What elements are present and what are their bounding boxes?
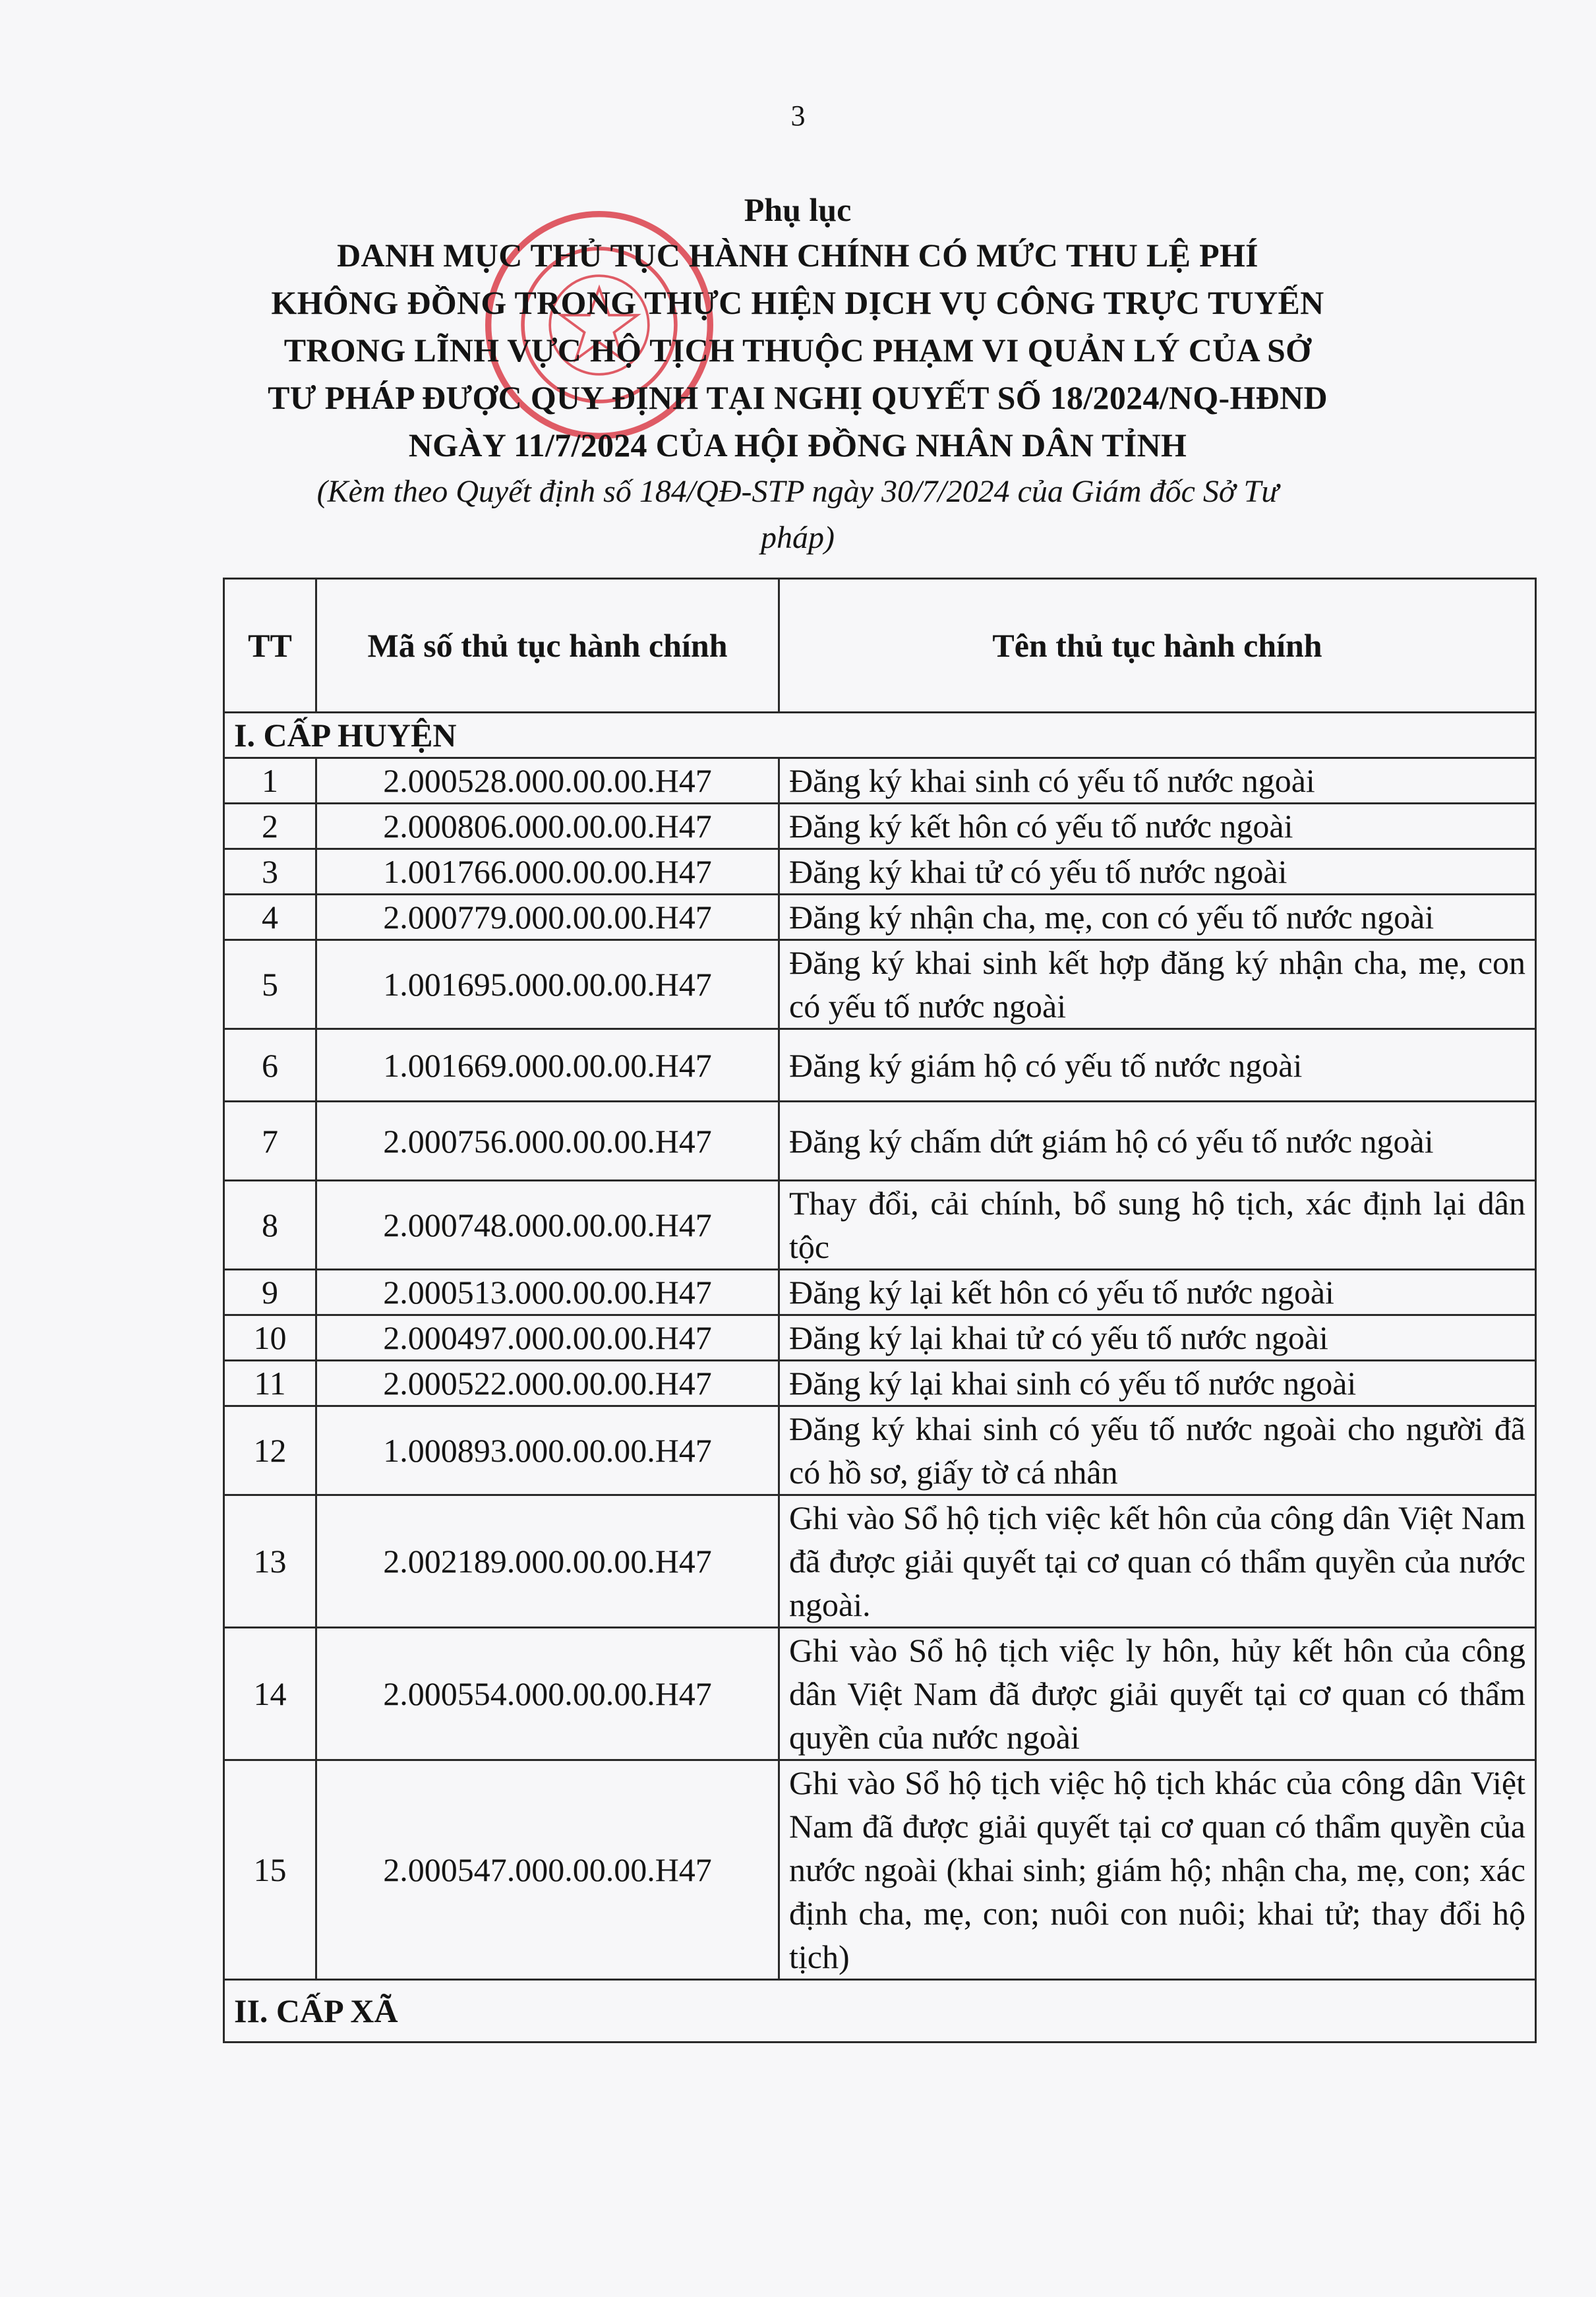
- cell-code: 2.002189.000.00.00.H47: [316, 1495, 779, 1628]
- cell-tt: 12: [224, 1406, 316, 1495]
- cell-code: 2.000779.000.00.00.H47: [316, 895, 779, 940]
- cell-name: Đăng ký chấm dứt giám hộ có yếu tố nước ngoài: [779, 1102, 1536, 1181]
- title-line: DANH MỤC THỦ TỤC HÀNH CHÍNH CÓ MỨC THU LỆ PHÍ: [337, 237, 1258, 274]
- cell-name: Đăng ký kết hôn có yếu tố nước ngoài: [779, 804, 1536, 849]
- subtitle-line: pháp): [761, 520, 835, 555]
- cell-tt: 6: [224, 1029, 316, 1102]
- cell-code: 2.000748.000.00.00.H47: [316, 1181, 779, 1270]
- cell-code: 1.000893.000.00.00.H47: [316, 1406, 779, 1495]
- cell-code: 2.000497.000.00.00.H47: [316, 1315, 779, 1361]
- table-row: [224, 1495, 1536, 1628]
- cell-name: Đăng ký khai sinh kết hợp đăng ký nhận cha, mẹ, con có yếu tố nước ngoài: [779, 940, 1536, 1029]
- cell-name: Đăng ký giám hộ có yếu tố nước ngoài: [779, 1029, 1536, 1102]
- subtitle-line: (Kèm theo Quyết định số 184/QĐ-STP ngày 30/7/2024 của Giám đốc Sở Tư: [316, 474, 1279, 509]
- procedures-table: [223, 578, 1537, 2043]
- section-title: II. CẤP XÃ: [224, 1980, 1536, 2043]
- document-heading: [165, 188, 1431, 561]
- cell-code: 1.001669.000.00.00.H47: [316, 1029, 779, 1102]
- table-row: [224, 895, 1536, 940]
- table-row: [224, 1760, 1536, 1980]
- title-line: NGÀY 11/7/2024 CỦA HỘI ĐỒNG NHÂN DÂN TỈNH: [408, 427, 1187, 463]
- table-row: [224, 849, 1536, 895]
- section-row-commune: [224, 1980, 1536, 2043]
- cell-name: Thay đổi, cải chính, bổ sung hộ tịch, xác định lại dân tộc: [779, 1181, 1536, 1270]
- table-row: [224, 1406, 1536, 1495]
- cell-code: 1.001766.000.00.00.H47: [316, 849, 779, 895]
- cell-tt: 8: [224, 1181, 316, 1270]
- table-row: [224, 1361, 1536, 1406]
- table-header-row: [224, 579, 1536, 713]
- cell-name: Đăng ký lại khai tử có yếu tố nước ngoài: [779, 1315, 1536, 1361]
- title-line: TƯ PHÁP ĐƯỢC QUY ĐỊNH TẠI NGHỊ QUYẾT SỐ 18/2024/NQ-HĐND: [268, 379, 1328, 416]
- table-row: [224, 758, 1536, 804]
- title-line: TRONG LĨNH VỰC HỘ TỊCH THUỘC PHẠM VI QUẢN LÝ CỦA SỞ: [283, 332, 1312, 369]
- table-row: [224, 1315, 1536, 1361]
- appendix-label: Phụ lục: [744, 191, 852, 228]
- cell-name: Đăng ký lại kết hôn có yếu tố nước ngoài: [779, 1270, 1536, 1315]
- cell-tt: 7: [224, 1102, 316, 1181]
- cell-code: 2.000513.000.00.00.H47: [316, 1270, 779, 1315]
- cell-tt: 3: [224, 849, 316, 895]
- section-row-district: [224, 713, 1536, 758]
- cell-code: 2.000756.000.00.00.H47: [316, 1102, 779, 1181]
- cell-code: 2.000522.000.00.00.H47: [316, 1361, 779, 1406]
- cell-code: 2.000554.000.00.00.H47: [316, 1628, 779, 1760]
- cell-tt: 13: [224, 1495, 316, 1628]
- cell-name: Đăng ký lại khai sinh có yếu tố nước ngoài: [779, 1361, 1536, 1406]
- cell-tt: 14: [224, 1628, 316, 1760]
- table-row: [224, 1628, 1536, 1760]
- cell-tt: 9: [224, 1270, 316, 1315]
- cell-name: Đăng ký nhận cha, mẹ, con có yếu tố nước ngoài: [779, 895, 1536, 940]
- table-row: [224, 1270, 1536, 1315]
- cell-tt: 10: [224, 1315, 316, 1361]
- cell-name: Đăng ký khai tử có yếu tố nước ngoài: [779, 849, 1536, 895]
- cell-name: Đăng ký khai sinh có yếu tố nước ngoài cho người đã có hồ sơ, giấy tờ cá nhân: [779, 1406, 1536, 1495]
- table-row: [224, 804, 1536, 849]
- cell-code: 1.001695.000.00.00.H47: [316, 940, 779, 1029]
- cell-name: Ghi vào Sổ hộ tịch việc kết hôn của công dân Việt Nam đã được giải quyết tại cơ quan có thẩm quyền của nước ngoài.: [779, 1495, 1536, 1628]
- title-line: KHÔNG ĐỒNG TRONG THỰC HIỆN DỊCH VỤ CÔNG TRỰC TUYẾN: [271, 284, 1324, 321]
- cell-tt: 1: [224, 758, 316, 804]
- cell-tt: 11: [224, 1361, 316, 1406]
- table-row: [224, 1029, 1536, 1102]
- cell-code: 2.000806.000.00.00.H47: [316, 804, 779, 849]
- page-number: 3: [790, 100, 806, 132]
- table-row: [224, 1102, 1536, 1181]
- cell-tt: 15: [224, 1760, 316, 1980]
- cell-name: Đăng ký khai sinh có yếu tố nước ngoài: [779, 758, 1536, 804]
- header-name: Tên thủ tục hành chính: [779, 579, 1536, 713]
- table-row: [224, 940, 1536, 1029]
- section-title: I. CẤP HUYỆN: [224, 713, 1536, 758]
- cell-code: 2.000528.000.00.00.H47: [316, 758, 779, 804]
- header-code: Mã số thủ tục hành chính: [316, 579, 779, 713]
- cell-name: Ghi vào Sổ hộ tịch việc ly hôn, hủy kết hôn của công dân Việt Nam đã được giải quyết tại cơ quan có thẩm quyền của nước ngoài: [779, 1628, 1536, 1760]
- cell-tt: 4: [224, 895, 316, 940]
- cell-tt: 5: [224, 940, 316, 1029]
- table-row: [224, 1181, 1536, 1270]
- cell-code: 2.000547.000.00.00.H47: [316, 1760, 779, 1980]
- cell-name: Ghi vào Sổ hộ tịch việc hộ tịch khác của công dân Việt Nam đã được giải quyết tại cơ quan có thẩm quyền của nước ngoài (khai sinh; giám hộ; nhận cha, mẹ, con; xác định cha, mẹ, con; nuôi con nuôi; khai tử; thay đổi hộ tịch): [779, 1760, 1536, 1980]
- cell-tt: 2: [224, 804, 316, 849]
- header-tt: TT: [224, 579, 316, 713]
